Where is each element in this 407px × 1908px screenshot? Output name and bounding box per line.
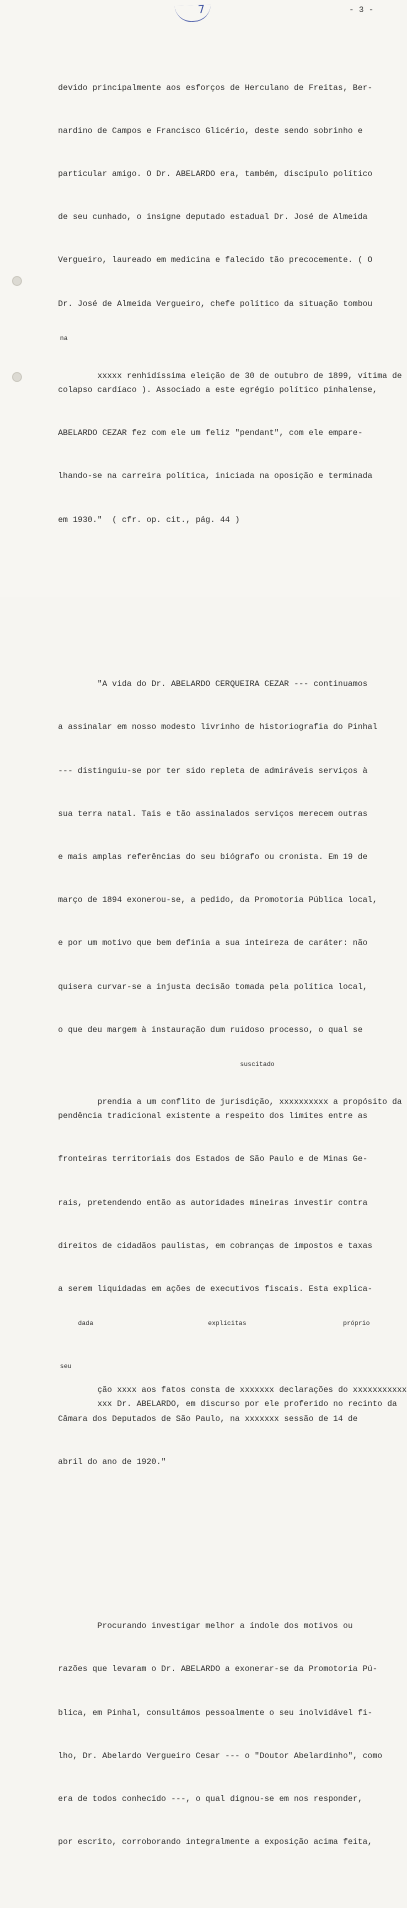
text-line: rais, pretendendo então as autoridades mineiras investir contra — [58, 1198, 368, 1208]
text-line: --- distinguiu-se por ter sido repleta de admiráveis serviços à — [58, 766, 368, 776]
text-line-with-insertion: na xxxxx renhidíssima eleição de 30 de outubro de 1899, vítima de — [60, 334, 402, 381]
text-line: por escrito, corroborando integralmente a exposição acima feita, — [58, 1838, 373, 1848]
paragraph — [58, 649, 407, 1499]
text-line-with-insertion: suscitado prendia a um conflito de jurisdição, xxxxxxxxxx a propósito da — [97, 1060, 402, 1107]
text-line: colapso cardíaco ). Associado a este egrégio político pinhalense, — [58, 386, 378, 396]
handwritten-insertion: na — [60, 334, 68, 342]
text-line: blica, em Pinhal, consultámos pessoalmente o seu inolvidável fi- — [58, 1708, 373, 1718]
text-line: o que deu margem à instauração dum ruidoso processo, o qual se — [58, 1025, 363, 1035]
text-line: quisera curvar-se a injusta decisão tomada pela política local, — [58, 982, 368, 992]
text-line: Dr. José de Almeida Vergueiro, chefe político da situação tombou — [58, 299, 373, 309]
punch-hole — [12, 372, 22, 382]
handwritten-insertion: seu — [60, 1363, 72, 1371]
handwritten-insertion: próprio — [343, 1320, 370, 1328]
text-line: era de todos conhecido ---, o qual dignou-se em nos responder, — [58, 1795, 363, 1805]
document-body — [58, 24, 407, 1908]
text-line: em 1930." ( cfr. op. cit., pág. 44 ) — [58, 515, 240, 525]
text-line: abril do ano de 1920." — [58, 1457, 167, 1467]
text-line: razões que levaram o Dr. ABELARDO a exonerar-se da Promotoria Pú- — [58, 1665, 378, 1675]
text-line: e por um motivo que bem definia a sua inteireza de caráter: não — [58, 939, 368, 949]
text-line: devido principalmente aos esforços de Herculano de Freitas, Ber- — [58, 83, 373, 93]
text-line: março de 1894 exonerou-se, a pedido, da Promotoria Pública local, — [58, 896, 378, 906]
text-line: Câmara dos Deputados de São Paulo, na xxxxxxx sessão de 14 de — [58, 1414, 358, 1424]
paragraph — [58, 53, 402, 557]
punch-hole — [12, 276, 22, 286]
text-line: pendência tradicional existente a respeito dos limites entre as — [58, 1112, 368, 1122]
text-line: e mais amplas referências do seu biógrafo ou cronista. Em 19 de — [58, 852, 368, 862]
text-line: a serem liquidadas em ações de executivos fiscais. Esta explica- — [58, 1284, 373, 1294]
text-line: Procurando investigar melhor a índole dos motivos ou — [58, 1622, 353, 1632]
handwritten-insertion: suscitado — [240, 1060, 275, 1068]
text-line: a assinalar em nosso modesto livrinho de historiografia do Pinhal — [58, 723, 378, 733]
text-line: nardino de Campos e Francisco Glicério, deste sendo sobrinho e — [58, 126, 363, 136]
text-line: fronteiras territoriais dos Estados de São Paulo e de Minas Ge- — [58, 1155, 368, 1165]
text-line: lhando-se na carreira política, iniciada na oposição e terminada — [58, 472, 373, 482]
text-line-with-insertion: seu xxx Dr. ABELARDO, em discurso por ele proferido no recinto da — [60, 1363, 398, 1410]
text-line: de seu cunhado, o insigne deputado estadual Dr. José de Almeida — [58, 213, 368, 223]
folio-number: 7 — [197, 2, 206, 17]
text-line: lho, Dr. Abelardo Vergueiro Cesar --- o "Doutor Abelardinho", como — [58, 1751, 383, 1761]
text-line: "A vida do Dr. ABELARDO CERQUEIRA CEZAR --- continuamos — [58, 680, 368, 690]
folio-underline — [175, 4, 212, 23]
text-line: direitos de cidadãos paulistas, em cobranças de impostos e taxas — [58, 1241, 373, 1251]
text-line: ABELARDO CEZAR fez com ele um feliz "pendant", com ele empare- — [58, 429, 363, 439]
text-line: Vergueiro, laureado em medicina e falecido tão precocemente. ( O — [58, 256, 373, 266]
text-line-with-insertion: dada explícitas próprio ção xxxx aos fatos consta de xxxxxxx declarações do xxxxxxxxxxx — [78, 1320, 407, 1395]
text-line: particular amigo. O Dr. ABELARDO era, também, discípulo político — [58, 170, 373, 180]
handwritten-insertion: dada — [78, 1320, 94, 1328]
paragraph — [58, 1591, 388, 1879]
handwritten-insertion: explícitas — [208, 1320, 247, 1328]
text-line: sua terra natal. Tais e tão assinalados serviços merecem outras — [58, 809, 368, 819]
page-number: - 3 - — [349, 6, 374, 15]
